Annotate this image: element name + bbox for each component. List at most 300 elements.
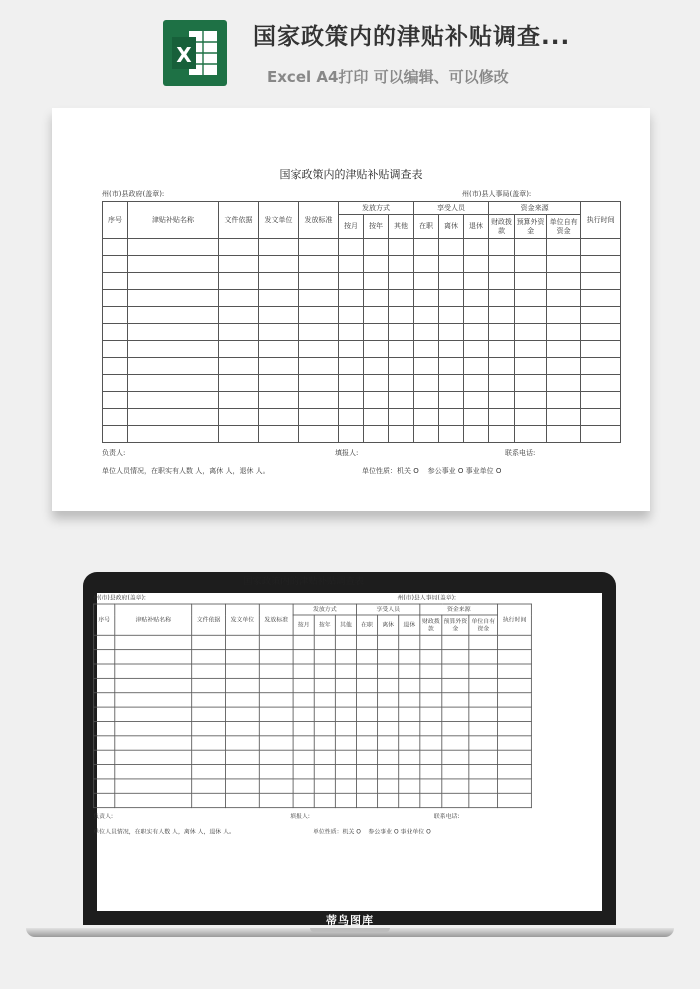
left-org-label: 州(市)县政府(盖章): [102,190,165,198]
table-cell [547,307,581,324]
table-cell [399,635,420,649]
table-cell [115,779,192,793]
doc-title: 国家政策内的津贴补贴调查... [253,24,571,50]
col-seq: 序号 [94,604,115,635]
table-cell [314,664,335,678]
table-cell [103,239,128,256]
table-cell [389,239,414,256]
table-cell [259,256,299,273]
table-cell [498,793,532,807]
sheet-on-screen [51,525,556,866]
table-cell [259,721,293,735]
table-cell [469,793,498,807]
table-cell [356,635,377,649]
table-cell [259,239,299,256]
table-cell [259,341,299,358]
table-cell [378,664,399,678]
table-cell [128,239,219,256]
table-cell [414,341,439,358]
table-cell [192,765,226,779]
col-fund-self: 单位自有资金 [469,615,498,635]
circle-icon: O [426,828,431,836]
survey-table [102,201,621,443]
footer-staff-info: 单位人员情况，在职实有人数 人，离休 人，退休 人。 [93,828,235,836]
table-cell [498,750,532,764]
table-cell [128,392,219,409]
table-cell [94,793,115,807]
table-cell [225,650,259,664]
table-cell [414,409,439,426]
table-cell [439,256,464,273]
table-cell [94,664,115,678]
table-cell [420,707,442,721]
table-cell [335,736,356,750]
table-cell [293,750,314,764]
table-cell [103,256,128,273]
table-cell [420,721,442,735]
col-rec-retired-early: 离休 [378,615,399,635]
table-cell [94,765,115,779]
table-cell [469,721,498,735]
laptop-screen [93,575,602,911]
table-cell [103,358,128,375]
table-cell [225,707,259,721]
col-fund-self: 单位自有资金 [547,215,581,239]
table-row [103,273,621,290]
table-cell [442,779,469,793]
table-cell [192,650,226,664]
table-cell [464,392,489,409]
table-cell [581,307,621,324]
table-cell [293,635,314,649]
table-cell [420,664,442,678]
col-issuer: 发文单位 [225,604,259,635]
svg-text:X: X [176,43,192,67]
table-cell [259,664,293,678]
table-cell [314,650,335,664]
table-cell [94,721,115,735]
col-recipients: 享受人员 [356,604,419,615]
table-cell [115,736,192,750]
table-cell [389,375,414,392]
table-cell [103,426,128,443]
table-cell [128,273,219,290]
col-pay-yearly: 按年 [364,215,389,239]
table-cell [378,693,399,707]
table-cell [225,779,259,793]
table-cell [420,650,442,664]
table-row [94,721,532,735]
table-cell [299,239,339,256]
footer-unit-type [362,466,501,476]
table-cell [94,779,115,793]
table-cell [364,358,389,375]
table-cell [464,324,489,341]
table-cell [498,779,532,793]
footer-phone: 联系电话: [433,813,460,820]
table-cell [399,721,420,735]
table-cell [498,650,532,664]
table-row [103,256,621,273]
table-cell [356,721,377,735]
table-cell [356,736,377,750]
table-cell [464,341,489,358]
table-cell [94,736,115,750]
table-cell [314,765,335,779]
table-cell [115,693,192,707]
table-cell [378,721,399,735]
table-cell [399,678,420,692]
table-cell [103,409,128,426]
table-cell [192,707,226,721]
table-cell [389,273,414,290]
table-cell [335,678,356,692]
table-cell [192,736,226,750]
table-cell [335,635,356,649]
table-cell [469,750,498,764]
table-cell [356,793,377,807]
table-cell [498,721,532,735]
table-cell [439,375,464,392]
table-cell [581,324,621,341]
table-cell [364,426,389,443]
table-cell [378,678,399,692]
table-cell [299,273,339,290]
survey-table [93,604,532,808]
table-cell [192,793,226,807]
col-pay-method: 发放方式 [339,202,414,215]
table-cell [259,750,293,764]
table-cell [225,664,259,678]
col-name: 津贴补贴名称 [115,604,192,635]
table-cell [339,239,364,256]
table-cell [378,765,399,779]
table-cell [314,779,335,793]
table-cell [420,750,442,764]
col-fund-extra: 预算外资金 [442,615,469,635]
table-row [103,341,621,358]
table-cell [464,358,489,375]
table-cell [399,650,420,664]
table-cell [442,765,469,779]
table-cell [339,307,364,324]
excel-icon [163,20,227,86]
table-cell [489,307,515,324]
sheet-preview [52,108,650,511]
table-cell [259,324,299,341]
table-cell [420,693,442,707]
table-cell [420,779,442,793]
table-cell [115,707,192,721]
table-cell [335,793,356,807]
table-cell [94,693,115,707]
table-cell [219,324,259,341]
table-cell [259,392,299,409]
table-cell [225,765,259,779]
table-cell [489,375,515,392]
table-cell [128,358,219,375]
table-cell [581,256,621,273]
table-cell [414,307,439,324]
table-cell [225,678,259,692]
table-cell [378,736,399,750]
table-cell [547,341,581,358]
table-cell [192,664,226,678]
table-cell [115,664,192,678]
table-cell [399,736,420,750]
table-cell [498,678,532,692]
table-cell [128,290,219,307]
table-cell [414,358,439,375]
col-fund-fiscal: 财政拨款 [420,615,442,635]
col-fund-fiscal: 财政拨款 [489,215,515,239]
table-cell [335,779,356,793]
table-cell [192,678,226,692]
table-row [103,392,621,409]
table-cell [489,426,515,443]
unit-type-label: 单位性质：机关 [362,467,411,475]
table-cell [339,375,364,392]
table-cell [389,290,414,307]
table-cell [414,290,439,307]
table-cell [259,678,293,692]
table-cell [439,324,464,341]
table-cell [128,426,219,443]
table-cell [314,707,335,721]
table-cell [439,341,464,358]
table-cell [399,693,420,707]
table-cell [464,426,489,443]
footer-filler: 填报人: [290,813,310,820]
left-org-label: 州(市)县政府(盖章): [93,594,146,602]
table-cell [192,750,226,764]
table-cell [225,693,259,707]
footer-phone: 联系电话: [505,449,536,457]
col-pay-yearly: 按年 [314,615,335,635]
table-cell [259,793,293,807]
table-cell [259,307,299,324]
opt-public-label: 参公事业 [368,828,393,836]
table-cell [259,635,293,649]
table-cell [94,707,115,721]
table-cell [219,290,259,307]
table-cell [515,324,547,341]
footer-filler: 填报人: [335,449,359,457]
table-cell [128,256,219,273]
table-cell [515,341,547,358]
table-cell [442,693,469,707]
table-cell [339,273,364,290]
table-cell [581,426,621,443]
table-cell [219,256,259,273]
table-cell [299,307,339,324]
table-cell [489,324,515,341]
table-cell [219,358,259,375]
table-cell [314,693,335,707]
table-cell [498,664,532,678]
table-cell [293,678,314,692]
table-cell [94,678,115,692]
table-cell [414,324,439,341]
table-cell [414,392,439,409]
table-cell [442,650,469,664]
table-cell [115,765,192,779]
table-cell [389,341,414,358]
table-cell [439,392,464,409]
table-cell [356,693,377,707]
col-rec-retired: 退休 [464,215,489,239]
table-cell [103,341,128,358]
table-cell [259,693,293,707]
table-cell [399,779,420,793]
right-org-label: 州(市)县人事局(盖章): [462,190,532,198]
table-cell [339,426,364,443]
table-cell [339,358,364,375]
table-cell [192,779,226,793]
table-cell [364,273,389,290]
table-cell [515,290,547,307]
table-cell [547,375,581,392]
col-doc-basis: 文件依据 [192,604,226,635]
table-cell [339,290,364,307]
table-cell [219,375,259,392]
table-cell [389,426,414,443]
table-cell [103,307,128,324]
table-cell [192,693,226,707]
table-cell [299,290,339,307]
table-cell [192,721,226,735]
brand-label: 蒂鸟图库 [326,914,374,927]
table-cell [389,324,414,341]
table-cell [364,392,389,409]
table-cell [314,736,335,750]
table-cell [128,307,219,324]
table-cell [128,341,219,358]
table-cell [581,341,621,358]
table-cell [464,409,489,426]
table-cell [378,750,399,764]
col-seq: 序号 [103,202,128,239]
col-exec-time: 执行时间 [581,202,621,239]
table-cell [515,358,547,375]
table-cell [439,273,464,290]
table-cell [399,664,420,678]
table-cell [314,750,335,764]
table-cell [356,765,377,779]
table-cell [420,736,442,750]
table-cell [103,392,128,409]
table-cell [378,635,399,649]
table-cell [442,750,469,764]
table-cell [515,273,547,290]
table-cell [581,392,621,409]
circle-icon: O [413,467,419,475]
table-cell [489,409,515,426]
table-row [103,358,621,375]
table-cell [293,650,314,664]
table-cell [335,721,356,735]
table-row [103,307,621,324]
table-cell [489,358,515,375]
table-row [94,650,532,664]
table-cell [469,736,498,750]
table-cell [299,341,339,358]
table-cell [356,678,377,692]
table-cell [299,358,339,375]
table-cell [293,779,314,793]
table-cell [335,650,356,664]
table-cell [469,635,498,649]
table-cell [219,307,259,324]
table-cell [115,750,192,764]
table-cell [364,307,389,324]
table-cell [389,358,414,375]
table-cell [464,256,489,273]
footer-unit-type [313,828,431,836]
table-cell [259,358,299,375]
table-cell [489,256,515,273]
table-cell [94,750,115,764]
table-cell [115,635,192,649]
table-cell [442,736,469,750]
table-cell [339,341,364,358]
circle-icon: O [356,828,361,836]
table-cell [293,707,314,721]
table-cell [299,375,339,392]
col-rec-active: 在职 [414,215,439,239]
table-cell [128,375,219,392]
table-cell [335,765,356,779]
table-cell [469,779,498,793]
unit-type-label: 单位性质：机关 [312,828,355,836]
table-cell [128,409,219,426]
table-cell [498,635,532,649]
table-row [94,750,532,764]
table-cell [259,375,299,392]
table-cell [293,693,314,707]
table-cell [335,750,356,764]
table-cell [94,650,115,664]
table-cell [115,650,192,664]
table-cell [515,239,547,256]
table-cell [464,375,489,392]
table-row [103,324,621,341]
table-cell [259,779,293,793]
table-cell [469,678,498,692]
table-cell [547,392,581,409]
table-cell [442,635,469,649]
table-cell [547,256,581,273]
table-cell [442,793,469,807]
col-rec-retired: 退休 [399,615,420,635]
table-cell [219,426,259,443]
table-cell [399,793,420,807]
table-cell [299,392,339,409]
table-cell [389,256,414,273]
table-cell [464,307,489,324]
table-cell [547,239,581,256]
table-cell [364,409,389,426]
table-cell [442,721,469,735]
laptop-notch [310,928,390,932]
table-cell [364,341,389,358]
opt-public-label: 参公事业 [427,467,456,475]
table-cell [94,635,115,649]
table-cell [103,375,128,392]
table-cell [335,664,356,678]
table-cell [378,793,399,807]
opt-institution-label: 事业单位 [465,467,494,475]
